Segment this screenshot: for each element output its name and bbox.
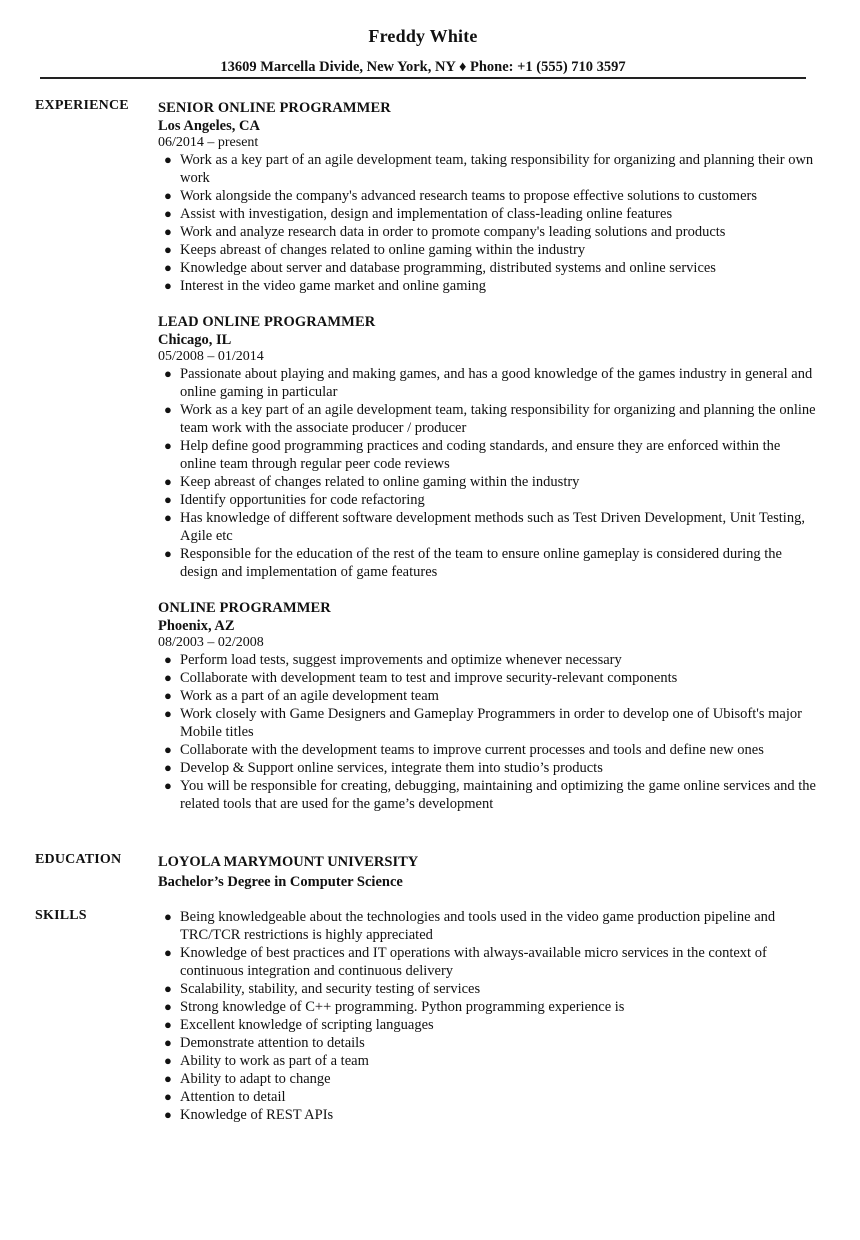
bullet-text: Responsible for the education of the rest of the team to ensure online gameplay is considered during the design and implementation of game features <box>180 546 782 580</box>
skills-body <box>158 908 818 1124</box>
bullet-text: Assist with investigation, design and implementation of class-leading online features <box>180 206 673 222</box>
bullet-icon: ● <box>164 1107 172 1122</box>
skills-heading: SKILLS <box>35 908 87 923</box>
bullet-item <box>158 651 818 669</box>
skill-item <box>158 1106 818 1124</box>
job-entry <box>158 98 818 295</box>
bullet-item <box>158 187 818 205</box>
job-bullets <box>158 651 818 813</box>
skill-text: Knowledge of REST APIs <box>180 1107 334 1123</box>
bullet-item <box>158 205 818 223</box>
bullet-item <box>158 759 818 777</box>
bullet-icon: ● <box>164 438 172 453</box>
bullet-icon: ● <box>164 1035 172 1050</box>
bullet-text: Keep abreast of changes related to online gaming within the industry <box>180 474 580 490</box>
job-title: ONLINE PROGRAMMER <box>158 600 331 616</box>
skill-text: Scalability, stability, and security testing of services <box>180 981 481 997</box>
job-location: Phoenix, AZ <box>158 618 235 634</box>
bullet-icon: ● <box>164 152 172 167</box>
bullet-text: Passionate about playing and making games, and has a good knowledge of the games industry in general and online gaming in particular <box>180 366 813 400</box>
bullet-icon: ● <box>164 260 172 275</box>
bullet-item <box>158 491 818 509</box>
job-dates: 05/2008 – 01/2014 <box>158 349 264 364</box>
bullet-item <box>158 741 818 759</box>
bullet-text: You will be responsible for creating, debugging, maintaining and optimizing the game online services and the related tools that are used for the game’s development <box>180 778 816 812</box>
bullet-icon: ● <box>164 909 172 924</box>
header-divider <box>40 77 806 79</box>
job-title: LEAD ONLINE PROGRAMMER <box>158 314 376 330</box>
skill-item <box>158 1052 818 1070</box>
bullet-icon: ● <box>164 188 172 203</box>
contact-line: 13609 Marcella Divide, New York, NY ♦ Phone: +1 (555) 710 3597 <box>220 59 626 75</box>
bullet-icon: ● <box>164 742 172 757</box>
bullet-icon: ● <box>164 366 172 381</box>
bullet-item <box>158 259 818 277</box>
bullet-text: Identify opportunities for code refactoring <box>180 492 425 508</box>
bullet-text: Work as a part of an agile development team <box>180 688 439 704</box>
skill-item <box>158 1034 818 1052</box>
bullet-icon: ● <box>164 778 172 793</box>
bullet-item <box>158 669 818 687</box>
bullet-text: Work alongside the company's advanced research teams to propose effective solutions to customers <box>180 188 757 204</box>
bullet-icon: ● <box>164 278 172 293</box>
skill-text: Strong knowledge of C++ programming. Python programming experience is <box>180 999 625 1015</box>
skill-item <box>158 1016 818 1034</box>
bullet-icon: ● <box>164 1053 172 1068</box>
bullet-icon: ● <box>164 688 172 703</box>
bullet-icon: ● <box>164 402 172 417</box>
education-heading: EDUCATION <box>35 852 122 867</box>
job-bullets <box>158 151 818 295</box>
bullet-item <box>158 687 818 705</box>
candidate-name: Freddy White <box>368 26 478 46</box>
bullet-item <box>158 509 818 545</box>
bullet-icon: ● <box>164 1017 172 1032</box>
bullet-text: Work closely with Game Designers and Gameplay Programmers in order to develop one of Ubisoft's major Mobile titles <box>180 706 802 740</box>
bullet-item <box>158 223 818 241</box>
job-dates: 06/2014 – present <box>158 135 259 150</box>
bullet-icon: ● <box>164 1071 172 1086</box>
bullet-icon: ● <box>164 999 172 1014</box>
bullet-text: Has knowledge of different software development methods such as Test Driven Development, Unit Testing, Agile etc <box>180 510 805 544</box>
bullet-item <box>158 151 818 187</box>
experience-heading: EXPERIENCE <box>35 98 129 113</box>
bullet-icon: ● <box>164 945 172 960</box>
bullet-text: Collaborate with the development teams to improve current processes and tools and define new ones <box>180 742 764 758</box>
skills-list <box>158 908 818 1124</box>
bullet-icon: ● <box>164 652 172 667</box>
skill-text: Excellent knowledge of scripting languages <box>180 1017 434 1033</box>
bullet-text: Perform load tests, suggest improvements and optimize whenever necessary <box>180 652 622 668</box>
bullet-text: Work as a key part of an agile development team, taking responsibility for organizing and planning the online team work with the associate producer / producer <box>180 402 816 436</box>
skill-item <box>158 1088 818 1106</box>
skill-text: Ability to work as part of a team <box>180 1053 369 1069</box>
skill-item <box>158 944 818 980</box>
job-dates: 08/2003 – 02/2008 <box>158 635 264 650</box>
skill-item <box>158 998 818 1016</box>
bullet-item <box>158 365 818 401</box>
bullet-text: Help define good programming practices and coding standards, and ensure they are enforced within the online team through regular peer code reviews <box>180 438 781 472</box>
skill-text: Ability to adapt to change <box>180 1071 331 1087</box>
education-body <box>158 852 818 892</box>
bullet-icon: ● <box>164 206 172 221</box>
bullet-icon: ● <box>164 1089 172 1104</box>
bullet-item <box>158 545 818 581</box>
school-name: LOYOLA MARYMOUNT UNIVERSITY <box>158 854 419 870</box>
bullet-icon: ● <box>164 760 172 775</box>
bullet-icon: ● <box>164 492 172 507</box>
bullet-text: Knowledge about server and database programming, distributed systems and online services <box>180 260 716 276</box>
job-entry <box>158 312 818 581</box>
skill-text: Being knowledgeable about the technologies and tools used in the video game production pipeline and TRC/TCR restrictions is highly appreciated <box>180 909 776 943</box>
bullet-icon: ● <box>164 242 172 257</box>
bullet-icon: ● <box>164 546 172 561</box>
skill-item <box>158 1070 818 1088</box>
job-location: Chicago, IL <box>158 332 232 348</box>
job-location: Los Angeles, CA <box>158 118 260 134</box>
bullet-text: Collaborate with development team to test and improve security-relevant components <box>180 670 678 686</box>
skill-item <box>158 980 818 998</box>
bullet-icon: ● <box>164 981 172 996</box>
bullet-item <box>158 241 818 259</box>
skill-text: Knowledge of best practices and IT operations with always-available micro services in the context of continuous integration and continuous delivery <box>180 945 767 979</box>
job-title: SENIOR ONLINE PROGRAMMER <box>158 100 391 116</box>
bullet-text: Work and analyze research data in order to promote company's leading solutions and products <box>180 224 726 240</box>
skill-item <box>158 908 818 944</box>
bullet-item <box>158 777 818 813</box>
skill-text: Attention to detail <box>180 1089 286 1105</box>
bullet-icon: ● <box>164 224 172 239</box>
experience-body <box>158 98 818 830</box>
bullet-text: Interest in the video game market and online gaming <box>180 278 487 294</box>
bullet-item <box>158 705 818 741</box>
degree-name: Bachelor’s Degree in Computer Science <box>158 874 403 890</box>
bullet-icon: ● <box>164 670 172 685</box>
bullet-text: Develop & Support online services, integrate them into studio’s products <box>180 760 603 776</box>
job-entry <box>158 598 818 813</box>
bullet-item <box>158 401 818 437</box>
bullet-item <box>158 277 818 295</box>
bullet-icon: ● <box>164 510 172 525</box>
bullet-text: Work as a key part of an agile development team, taking responsibility for organizing and planning their own work <box>180 152 814 186</box>
bullet-item <box>158 473 818 491</box>
bullet-item <box>158 437 818 473</box>
bullet-icon: ● <box>164 474 172 489</box>
skill-text: Demonstrate attention to details <box>180 1035 365 1051</box>
bullet-text: Keeps abreast of changes related to online gaming within the industry <box>180 242 586 258</box>
job-bullets <box>158 365 818 581</box>
bullet-icon: ● <box>164 706 172 721</box>
